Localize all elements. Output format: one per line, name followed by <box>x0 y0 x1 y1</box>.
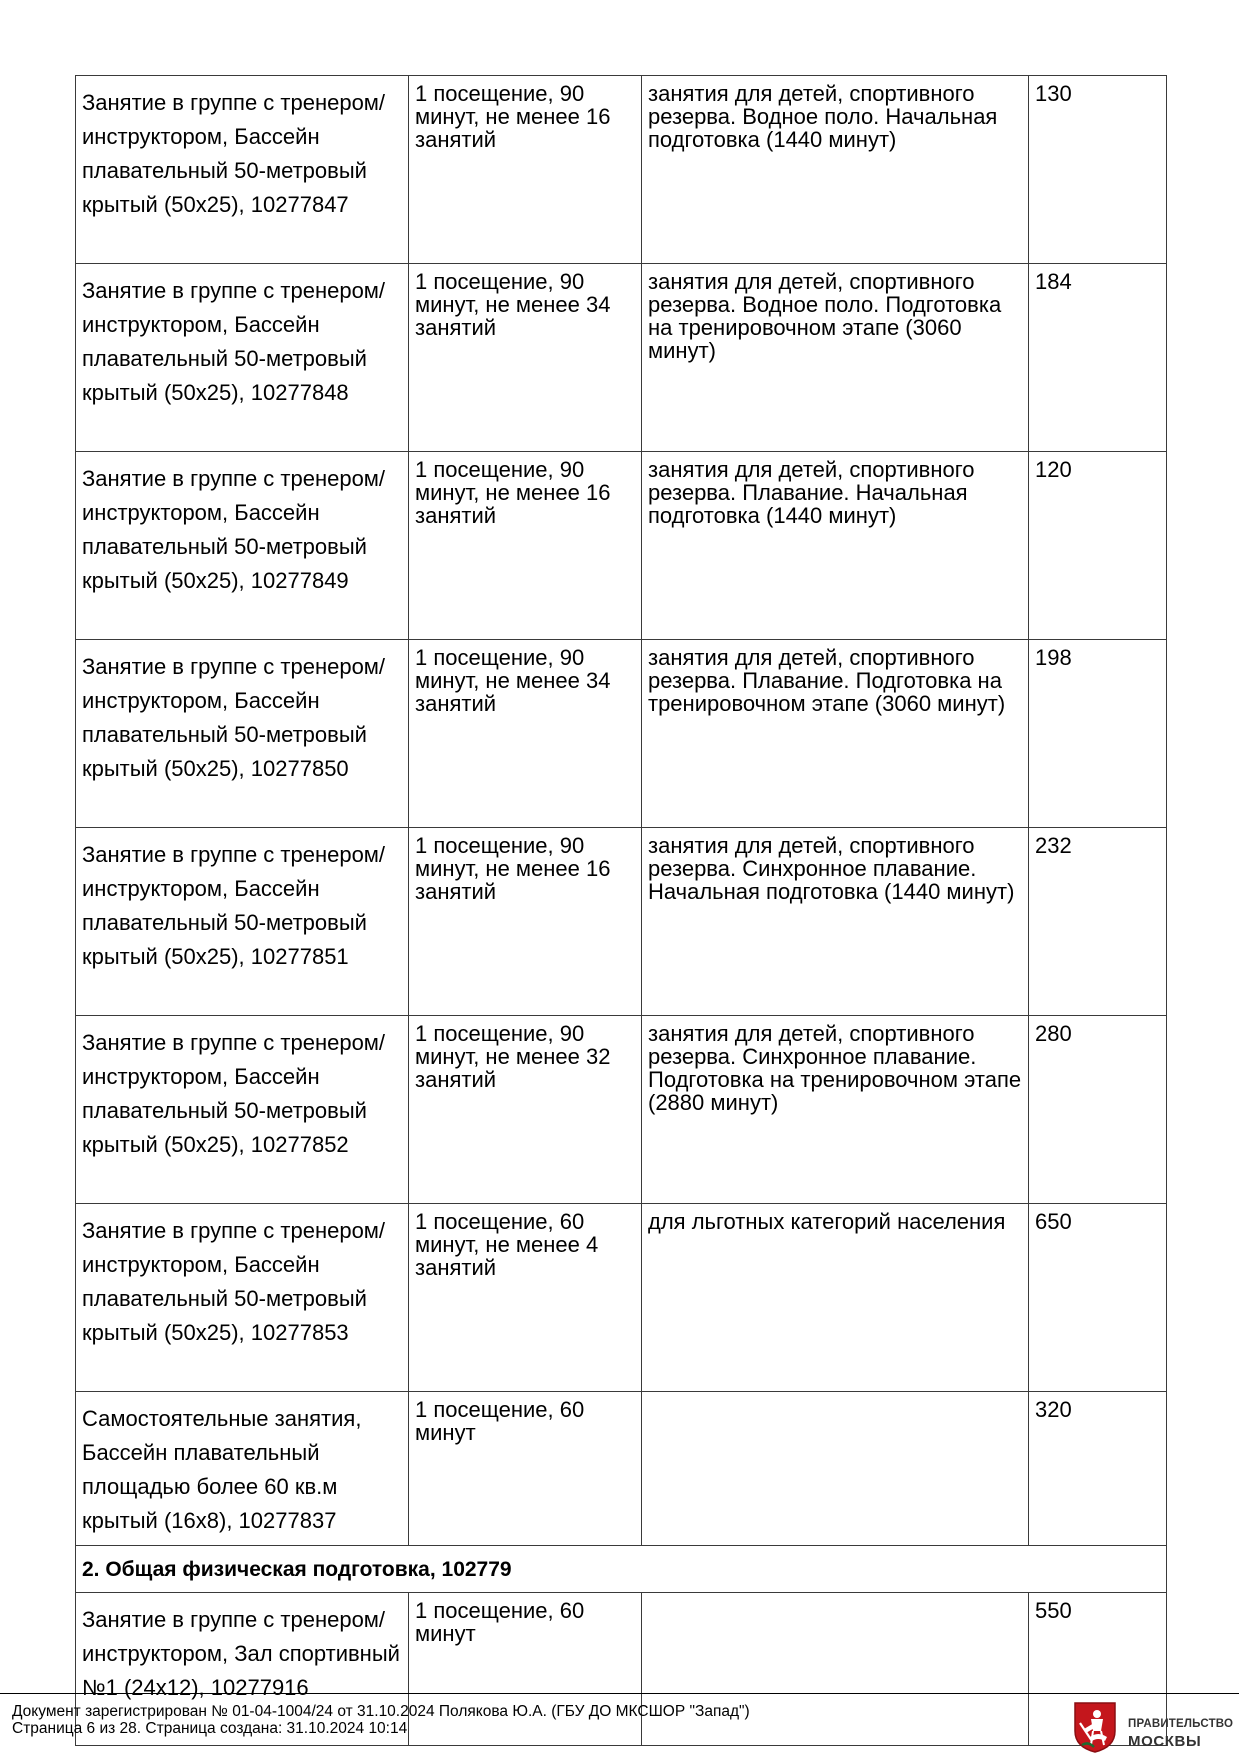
price-cell: 650 <box>1029 1204 1167 1392</box>
price-cell: 320 <box>1029 1392 1167 1546</box>
description-cell: занятия для детей, спортивного резерва. Плавание. Подготовка на тренировочном этапе (3060 минут) <box>642 640 1029 828</box>
service-name-cell: Занятие в группе с тренером/инструктором, Бассейн плавательный 50-метровый крытый (50х25), 10277849 <box>76 452 409 640</box>
visit-cell: 1 посещение, 90 минут, не менее 34 занятий <box>409 264 642 452</box>
service-name-cell: Занятие в группе с тренером/инструктором, Бассейн плавательный 50-метровый крытый (50х25), 10277847 <box>76 76 409 264</box>
table-row <box>76 1204 1167 1392</box>
service-name-cell: Самостоятельные занятия, Бассейн плавательный площадью более 60 кв.м крытый (16х8), 10277837 <box>76 1392 409 1546</box>
price-cell: 184 <box>1029 264 1167 452</box>
table-row <box>76 1392 1167 1546</box>
table-row <box>76 76 1167 264</box>
footer-divider <box>0 1693 1239 1694</box>
price-cell: 198 <box>1029 640 1167 828</box>
section-header-row <box>76 1546 1167 1593</box>
document-footer <box>0 1693 1239 1754</box>
price-cell: 120 <box>1029 452 1167 640</box>
footer-text <box>12 1703 750 1737</box>
visit-cell: 1 посещение, 60 минут <box>409 1392 642 1546</box>
visit-cell: 1 посещение, 90 минут, не менее 16 занятий <box>409 828 642 1016</box>
logo-line-1: ПРАВИТЕЛЬСТВО <box>1128 1718 1234 1730</box>
description-cell: занятия для детей, спортивного резерва. Синхронное плавание. Подготовка на тренировочном этапе (2880 минут) <box>642 1016 1029 1204</box>
table-row <box>76 1016 1167 1204</box>
visit-cell: 1 посещение, 90 минут, не менее 16 занятий <box>409 76 642 264</box>
visit-cell: 1 посещение, 90 минут, не менее 16 занятий <box>409 452 642 640</box>
table-row <box>76 828 1167 1016</box>
visit-cell: 1 посещение, 60 минут <box>409 1593 642 1746</box>
price-cell: 280 <box>1029 1016 1167 1204</box>
visit-cell: 1 посещение, 60 минут, не менее 4 занятий <box>409 1204 642 1392</box>
price-cell: 232 <box>1029 828 1167 1016</box>
table-row <box>76 264 1167 452</box>
table-row <box>76 640 1167 828</box>
description-cell: занятия для детей, спортивного резерва. Водное поло. Начальная подготовка (1440 минут) <box>642 76 1029 264</box>
registration-line: Документ зарегистрирован № 01-04-1004/24 от 31.10.2024 Полякова Ю.А. (ГБУ ДО МКСШОР "Запад") <box>12 1703 750 1720</box>
service-name-cell: Занятие в группе с тренером/инструктором, Бассейн плавательный 50-метровый крытый (50х25), 10277850 <box>76 640 409 828</box>
description-cell: занятия для детей, спортивного резерва. Синхронное плавание. Начальная подготовка (1440 минут) <box>642 828 1029 1016</box>
description-cell: занятия для детей, спортивного резерва. Плавание. Начальная подготовка (1440 минут) <box>642 452 1029 640</box>
price-table <box>75 75 1167 1746</box>
section-title: 2. Общая физическая подготовка, 102779 <box>76 1546 1167 1593</box>
description-cell: занятия для детей, спортивного резерва. Водное поло. Подготовка на тренировочном этапе (3060 минут) <box>642 264 1029 452</box>
service-name-cell: Занятие в группе с тренером/инструктором, Бассейн плавательный 50-метровый крытый (50х25), 10277848 <box>76 264 409 452</box>
service-name-cell: Занятие в группе с тренером/инструктором, Бассейн плавательный 50-метровый крытый (50х25), 10277851 <box>76 828 409 1016</box>
moscow-government-logo <box>1072 1701 1232 1753</box>
page-info-line: Страница 6 из 28. Страница создана: 31.10.2024 10:14 <box>12 1720 408 1737</box>
description-cell: для льготных категорий населения <box>642 1204 1029 1392</box>
price-cell: 130 <box>1029 76 1167 264</box>
price-cell: 550 <box>1029 1593 1167 1746</box>
visit-cell: 1 посещение, 90 минут, не менее 34 занятий <box>409 640 642 828</box>
logo-line-2: МОСКВЫ <box>1128 1733 1202 1750</box>
service-name-cell: Занятие в группе с тренером/инструктором, Бассейн плавательный 50-метровый крытый (50х25), 10277853 <box>76 1204 409 1392</box>
moscow-coat-of-arms-icon <box>1072 1701 1118 1753</box>
service-name-cell: Занятие в группе с тренером/инструктором, Бассейн плавательный 50-метровый крытый (50х25), 10277852 <box>76 1016 409 1204</box>
service-name-cell: Занятие в группе с тренером/инструктором, Зал спортивный №1 (24х12), 10277916 <box>76 1593 409 1746</box>
table-row <box>76 452 1167 640</box>
visit-cell: 1 посещение, 90 минут, не менее 32 занятий <box>409 1016 642 1204</box>
description-cell <box>642 1392 1029 1546</box>
